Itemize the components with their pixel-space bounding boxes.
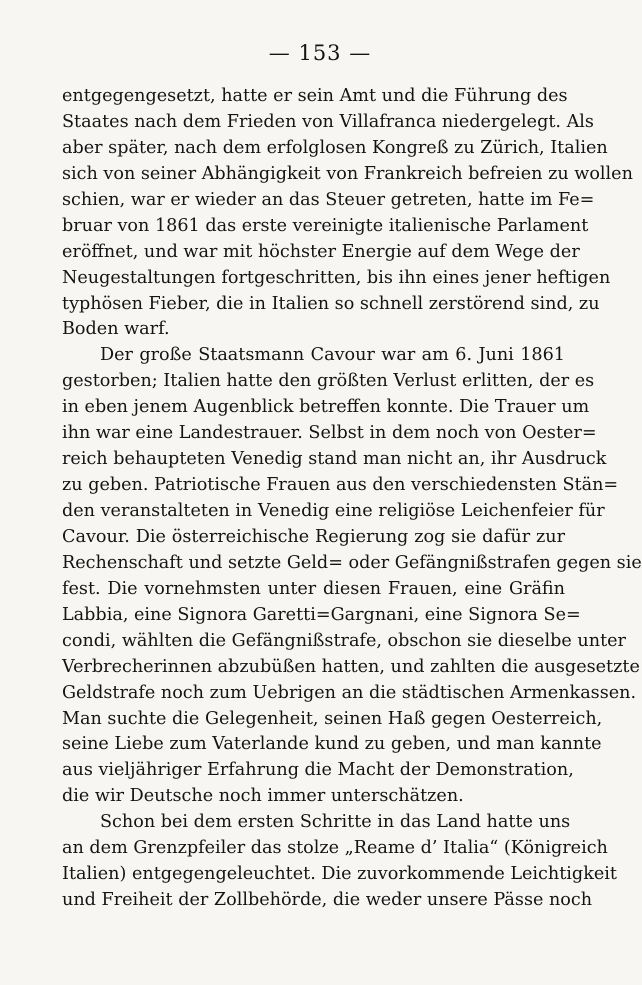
text-line: Verbrecherinnen abzubüßen hatten, und zahlten die ausgesetzte (62, 656, 640, 677)
text-line: bruar von 1861 das erste vereinigte italienische Parlament (62, 215, 589, 236)
text-line: Man suchte die Gelegenheit, seinen Haß gegen Oesterreich, (62, 708, 603, 729)
text-line: Rechenschaft und setzte Geld= oder Gefängnißstrafen gegen sie (62, 552, 642, 573)
text-line: Geldstrafe noch zum Uebrigen an die städtischen Armenkassen. (62, 682, 637, 703)
text-line: sich von seiner Abhängigkeit von Frankreich befreien zu wollen (62, 163, 633, 184)
text-line: und Freiheit der Zollbehörde, die weder unsere Pässe noch (62, 890, 593, 911)
text-line: Staates nach dem Frieden von Villafranca niedergelegt. Als (62, 111, 594, 132)
text-line: Boden warf. (62, 319, 170, 340)
text-line: Italien) entgegengeleuchtet. Die zuvorkommende Leichtigkeit (62, 864, 617, 885)
text-line: entgegengesetzt, hatte er sein Amt und die Führung des (62, 86, 568, 106)
text-line: seine Liebe zum Vaterlande kund zu geben, und man kannte (62, 734, 602, 755)
text-line: fest. Die vornehmsten unter diesen Frauen, eine Gräfin (62, 578, 565, 599)
text-line: eröffnet, und war mit höchster Energie auf dem Wege der (62, 241, 580, 262)
page-number: — 153 — (268, 41, 372, 65)
text-line: reich behaupteten Venedig stand man nicht an, ihr Ausdruck (62, 449, 607, 470)
text-line: condi, wählten die Gefängnißstrafe, obschon sie dieselbe unter (62, 630, 626, 651)
text-line: aus vieljähriger Erfahrung die Macht der Demonstration, (62, 760, 574, 781)
text-line: typhösen Fieber, die in Italien so schnell zerstörend sind, zu (62, 293, 600, 314)
paragraph (62, 810, 617, 914)
body-text (62, 84, 642, 914)
text-line: zu geben. Patriotische Frauen aus den verschiedensten Stän= (62, 475, 619, 496)
text-line: Schon bei dem ersten Schritte in das Land hatte uns (100, 812, 571, 833)
paragraph (62, 343, 642, 810)
text-line: die wir Deutsche noch immer unterschätzen. (62, 786, 464, 807)
text-line: ihn war eine Landestrauer. Selbst in dem noch von Oester= (62, 423, 597, 444)
text-line: in eben jenem Augenblick betreffen konnte. Die Trauer um (62, 397, 590, 418)
paragraph (62, 84, 633, 343)
text-line: schien, war er wieder an das Steuer getreten, hatte im Fe= (62, 189, 595, 210)
text-line: an dem Grenzpfeiler das stolze „Reame d’ Italia“ (Königreich (62, 838, 608, 859)
text-line: gestorben; Italien hatte den größten Verlust erlitten, der es (62, 371, 595, 392)
text-line: Cavour. Die österreichische Regierung zog sie dafür zur (62, 526, 565, 547)
text-line: den veranstalteten in Venedig eine religiöse Leichenfeier für (62, 501, 605, 521)
text-line: Der große Staatsmann Cavour war am 6. Juni 1861 (100, 345, 565, 366)
text-line: aber später, nach dem erfolglosen Kongreß zu Zürich, Italien (62, 137, 608, 158)
text-line: Labbia, eine Signora Garetti=Gargnani, eine Signora Se= (62, 604, 581, 625)
text-line: Neugestaltungen fortgeschritten, bis ihn eines jener heftigen (62, 267, 611, 288)
